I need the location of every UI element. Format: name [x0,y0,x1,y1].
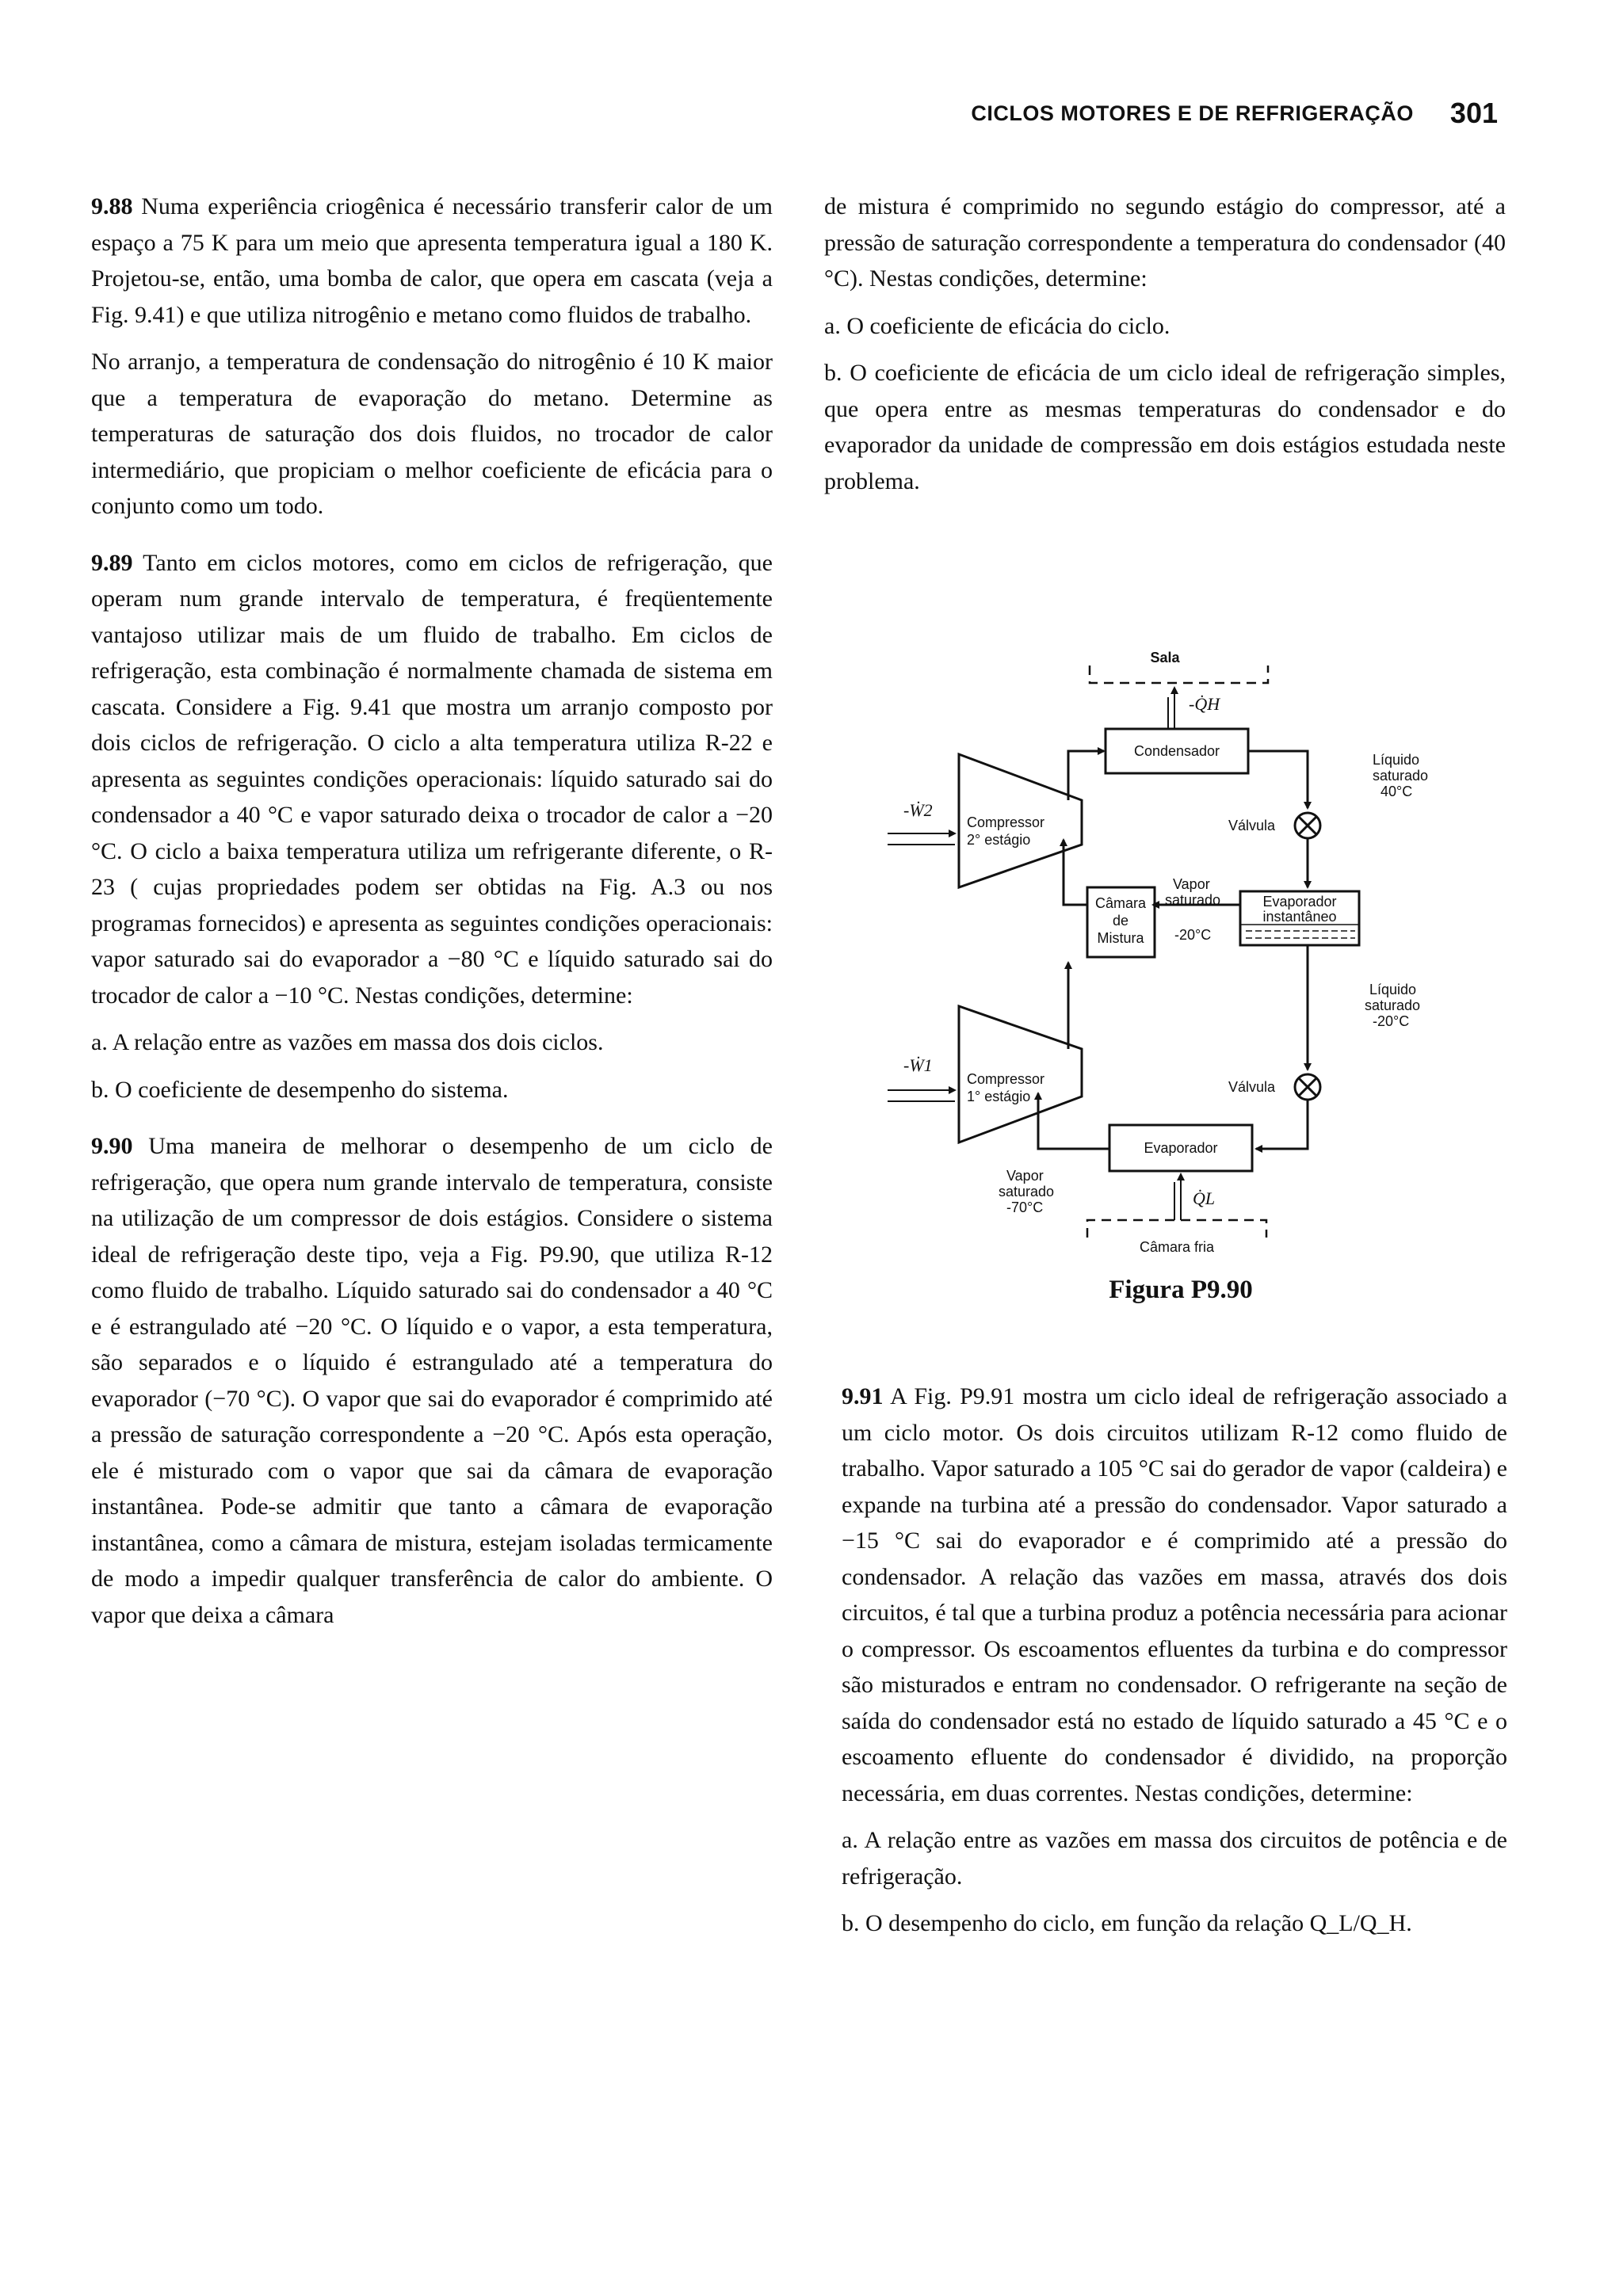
label-compressor-1-line2: 1° estágio [967,1089,1031,1104]
label-camara-fria: Câmara fria [1139,1239,1215,1255]
label-compressor-2-line1: Compressor [967,814,1045,830]
problem-text: Numa experiência criogênica é necessário transferir calor de um espaço a 75 K para um meio que apresenta temperatura igual a 180 K. Projetou-se, então, uma bomba de calor, que opera em cascata (veja a Fig. 9.41) e que utiliza nitrogênio e metano como fluidos de trabalho. [91,193,773,328]
label-liquido-40-3: 40°C [1381,784,1413,799]
problem-9-90 [91,1128,773,1633]
page-header [911,93,1498,133]
label-ql: Q̇L [1193,1188,1216,1208]
left-column [91,189,773,1644]
label-compressor-2-line2: 2° estágio [967,832,1031,848]
right-column-bottom [842,1379,1507,1953]
problem-number: 9.89 [91,549,133,576]
problem-number: 9.90 [91,1133,133,1159]
page-number: 301 [1449,97,1498,129]
label-evaporador-inst-2: instantâneo [1262,909,1337,925]
problem-9-89-item-b: b. O coeficiente de desempenho do sistema. [91,1076,509,1103]
label-valvula-2: Válvula [1228,1079,1276,1095]
figure-p9-90-diagram [880,650,1450,1283]
right-column-top [824,189,1506,510]
running-header-title: CICLOS MOTORES E DE REFRIGERAÇÃO [971,101,1414,125]
label-liquido-20-1: Líquido [1369,982,1417,997]
problem-9-91-item-a: a. A relação entre as vazões em massa dos circuitos de potência e de refrigeração. [842,1827,1507,1890]
label-liquido-20-3: -20°C [1373,1013,1410,1029]
label-camara-1: Câmara [1094,895,1147,911]
problem-9-90-item-b: b. O coeficiente de eficácia de um ciclo ideal de refrigeração simples, que opera entre as mesmas temperaturas do condensador e do evaporador da unidade de compressão em dois estágios estudada neste problema. [824,360,1506,494]
problem-text: Tanto em ciclos motores, como em ciclos de refrigeração, que operam num grande intervalo de temperatura, é freqüentemente vantajoso utilizar mais de um fluido de trabalho. Em ciclos de refrigeração, esta combinação é normalmente chamada de sistema em cascata. Considere a Fig. 9.41 que mostra um arranjo composto por dois ciclos de refrigeração. O ciclo a alta temperatura utiliza R-22 e apresenta as seguintes condições operacionais: líquido saturado sai do condensador a 40 °C e vapor saturado deixa o trocador de calor a −20 °C. O ciclo a baixa temperatura utiliza um refrigerante diferente, o R-23 ( cujas propriedades podem ser obtidas na Fig. A.3 ou nos programas fornecidos) e apresenta as seguintes condições operacionais: vapor saturado sai do evaporador a −80 °C e líquido saturado sai do trocador de calor a −10 °C. Nestas condições, determine: [91,549,773,1009]
label-w1: -Ẇ1 [903,1055,933,1075]
label-vapor-70-2: saturado [999,1184,1055,1199]
label-vapor-saturado-2: saturado [1165,892,1221,908]
problem-text: Uma maneira de melhorar o desempenho de um ciclo de refrigeração, que opera num grande intervalo de temperatura, consiste na utilização de um compressor de dois estágios. Considere o sistema ideal de refrigeração deste tipo, veja a Fig. P9.90, que utiliza R-12 como fluido de trabalho. Líquido saturado sai do condensador a 40 °C e é estrangulado até −20 °C. O líquido e o vapor, a esta temperatura, são separados e o líquido é estrangulado até a temperatura do evaporador (−70 °C). O vapor que sai do evaporador é comprimido até a pressão de saturação correspondente a −20 °C. Após esta operação, ele é misturado com o vapor que sai da câmara de evaporação instantânea. Pode-se admitir que tanto a câmara de evaporação instantânea, como a câmara de mistura, estejam isoladas termicamente de modo a impedir qualquer transferência de calor do ambiente. O vapor que deixa a câmara [91,1133,773,1628]
problem-9-90-continued: de mistura é comprimido no segundo estágio do compressor, até a pressão de saturação correspondente a temperatura do condensador (40 °C). Nestas condições, determine: [824,193,1506,292]
label-evaporador-inst-1: Evaporador [1262,894,1337,910]
sala-boundary [1090,666,1268,683]
label-sala: Sala [1150,650,1180,666]
problem-number: 9.88 [91,193,133,219]
label-vapor-70-1: Vapor [1006,1168,1044,1184]
problem-9-89-item-a: a. A relação entre as vazões em massa dos dois ciclos. [91,1029,604,1055]
problem-9-91 [842,1379,1507,1811]
label-liquido-40-2: saturado [1373,768,1429,784]
label-vapor-70-3: -70°C [1006,1199,1044,1215]
camara-fria-boundary [1087,1220,1266,1238]
label-qh: -Q̇H [1189,694,1220,714]
problem-9-88-paragraph-2: No arranjo, a temperatura de condensação do nitrogênio é 10 K maior que a temperatura de evaporação do metano. Determine as temperaturas de saturação dos dois fluidos, no trocador de calor intermediário, que propiciam o melhor coeficiente de eficácia para o conjunto como um todo. [91,349,773,519]
label-liquido-20-2: saturado [1365,997,1421,1013]
problem-9-88 [91,189,773,333]
label-minus-20: -20°C [1174,927,1212,943]
label-evaporador: Evaporador [1144,1140,1218,1156]
problem-9-91-item-b: b. O desempenho do ciclo, em função da relação Q_L/Q_H. [842,1910,1412,1936]
label-liquido-40-1: Líquido [1373,752,1420,768]
problem-text: A Fig. P9.91 mostra um ciclo ideal de refrigeração associado a um ciclo motor. Os dois circuitos utilizam R-12 como fluido de trabalho. Vapor saturado a 105 °C sai do gerador de vapor (caldeira) e expande na turbina até a pressão do condensador. Vapor saturado a −15 °C sai do evaporador e é comprimido até a pressão do condensador. A relação das vazões em massa, através dos dois circuitos, é tal que a turbina produz a potência necessária para acionar o compressor. Os escoamentos efluentes da turbina e do compressor são misturados e entram no condensador. O refrigerante na seção de saída do condensador está no estado de líquido saturado a 45 °C e o escoamento efluente do condensador é dividido, na proporção necessária, em duas correntes. Nestas condições, determine: [842,1383,1507,1806]
label-compressor-1-line1: Compressor [967,1071,1045,1087]
problem-9-89 [91,545,773,1014]
label-condensador: Condensador [1133,743,1220,759]
label-w2: -Ẇ2 [903,800,933,820]
label-vapor-saturado-1: Vapor [1173,876,1210,892]
label-valvula-1: Válvula [1228,818,1276,833]
label-camara-2: de [1112,913,1129,929]
label-camara-3: Mistura [1097,930,1144,946]
problem-number: 9.91 [842,1383,884,1409]
figure-caption: Figura P9.90 [1109,1276,1253,1304]
problem-9-90-item-a: a. O coeficiente de eficácia do ciclo. [824,312,1170,339]
